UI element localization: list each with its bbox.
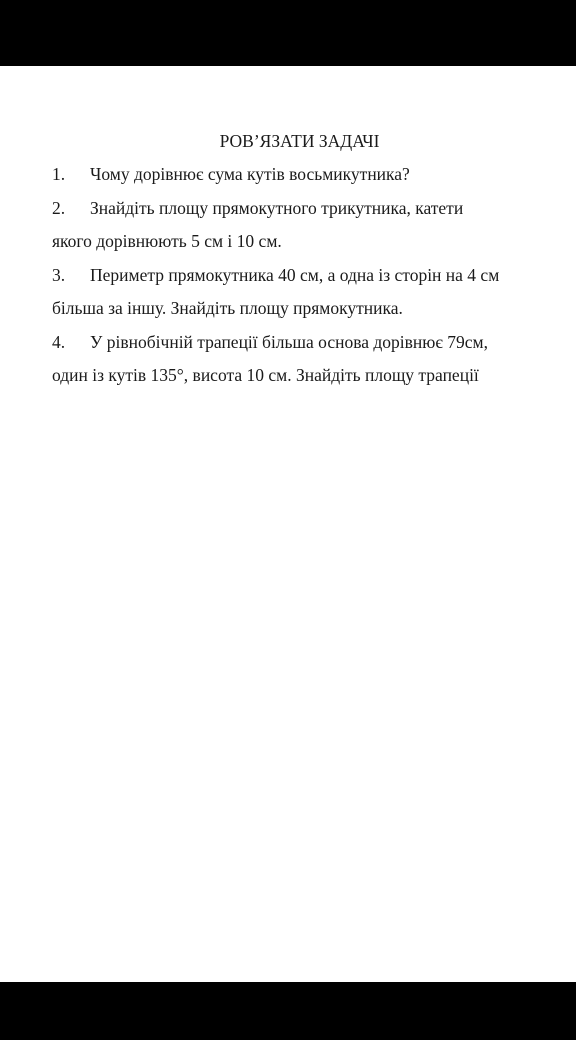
- task-text-continued: більша за іншу. Знайдіть площу прямокутника.: [52, 298, 403, 318]
- task-item-2: [52, 192, 557, 259]
- task-text-continued: один із кутів 135°, висота 10 см. Знайдіть площу трапеції: [52, 365, 479, 385]
- document-page: [0, 66, 576, 982]
- task-text-continued: якого дорівнюють 5 см і 10 см.: [52, 231, 282, 251]
- top-black-bar: [0, 0, 576, 66]
- task-number: 1.: [52, 164, 66, 184]
- task-item-4: [52, 326, 557, 393]
- task-text: Знайдіть площу прямокутного трикутника, катети: [90, 197, 464, 218]
- task-text: У рівнобічній трапеції більша основа дорівнює 79см,: [90, 331, 488, 352]
- bottom-black-bar: [0, 982, 576, 1040]
- task-number: 4.: [52, 331, 66, 352]
- task-text: Чому дорівнює сума кутів восьмикутника?: [90, 164, 410, 184]
- document-body: [52, 126, 557, 393]
- task-item-3: [52, 259, 557, 326]
- task-number: 2.: [52, 197, 66, 218]
- task-item-1: [52, 158, 557, 192]
- document-title: РОВ’ЯЗАТИ ЗАДАЧІ: [219, 131, 380, 151]
- task-text: Периметр прямокутника 40 см, а одна із сторін на 4 см: [90, 264, 500, 285]
- task-number: 3.: [52, 264, 66, 285]
